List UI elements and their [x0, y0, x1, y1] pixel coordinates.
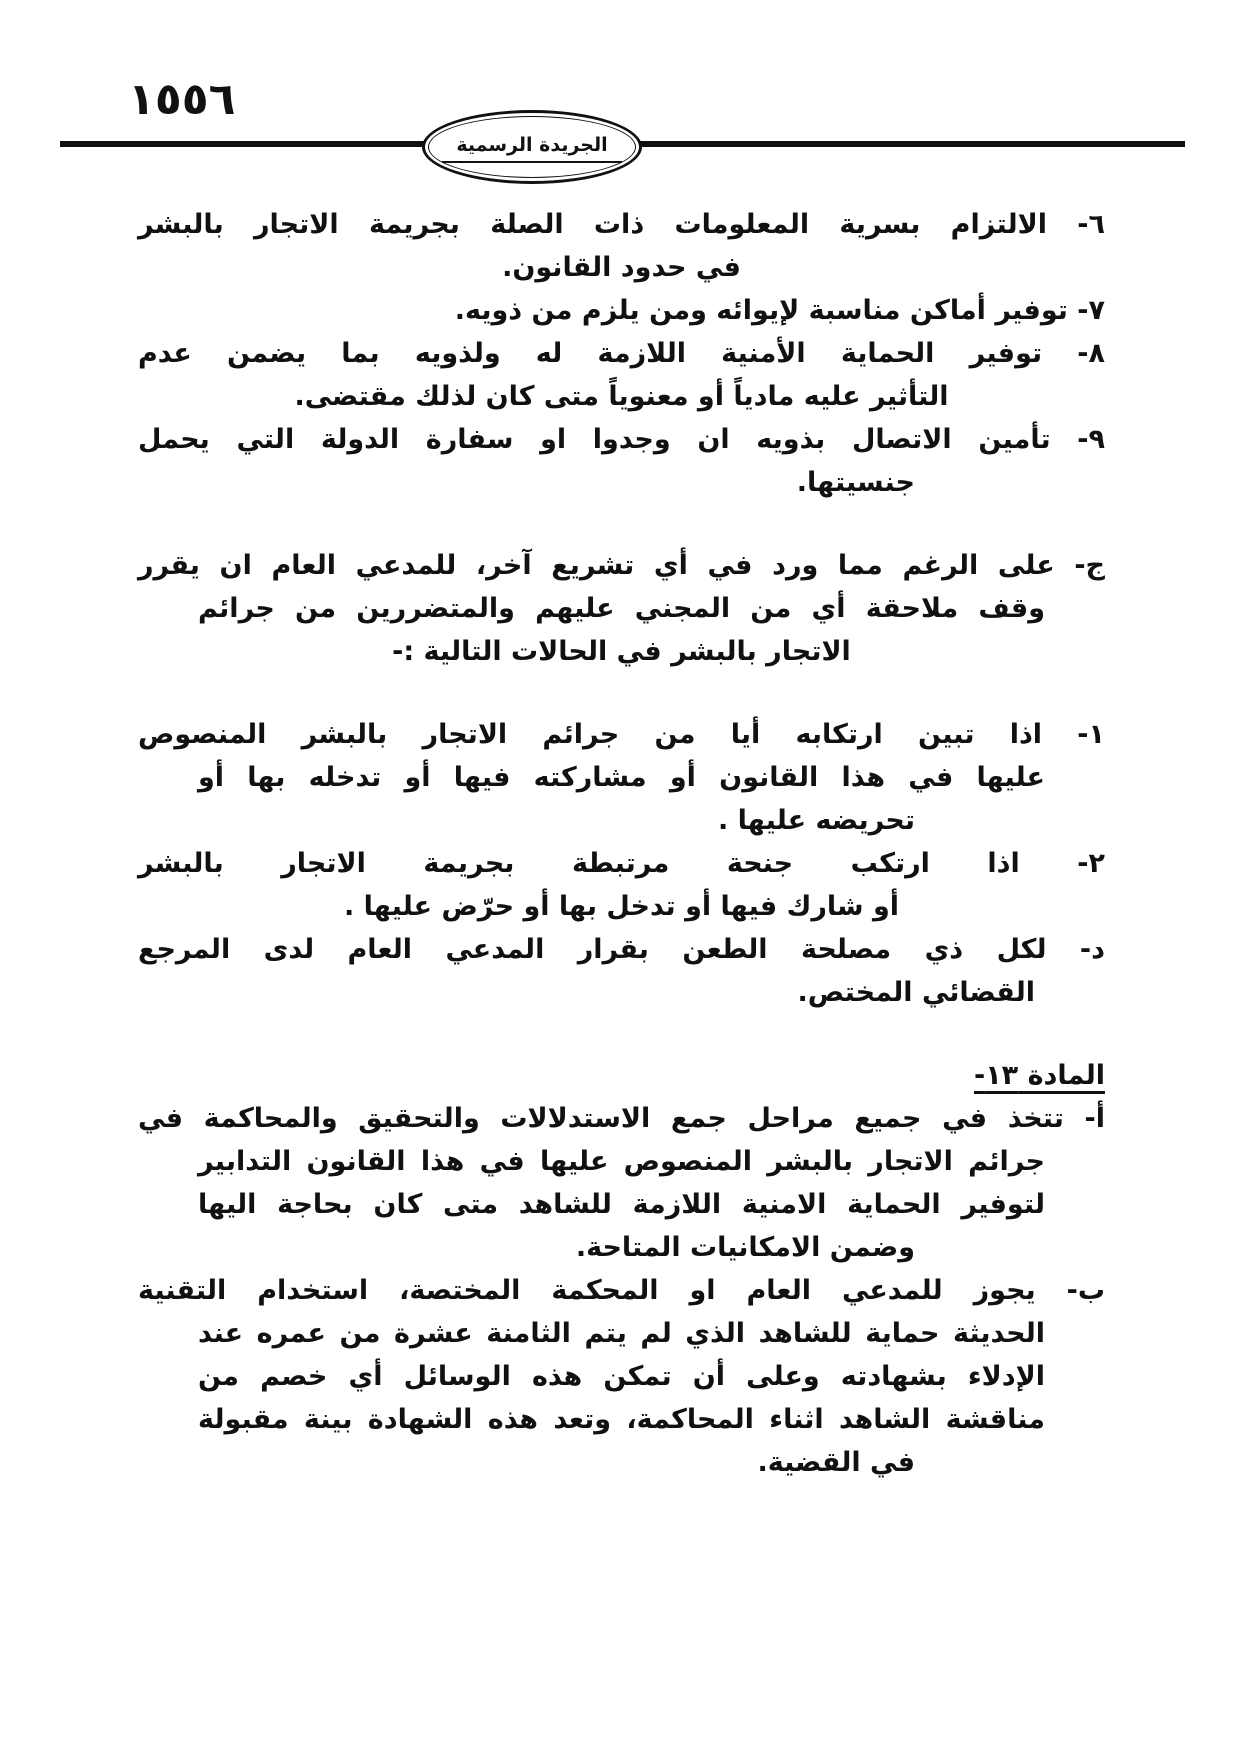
text-line: الإدلاء بشهادته وعلى أن تمكن هذه الوسائل أي خصم من — [198, 1361, 1045, 1392]
text-line: الحديثة حماية للشاهد الذي لم يتم الثامنة عشرة من عمره عند — [198, 1318, 1045, 1349]
text-line: ٢- اذا ارتكب جنحة مرتبطة بجريمة الاتجار بالبشر — [138, 848, 1105, 879]
text-line: عليها في هذا القانون أو مشاركته فيها أو تدخله بها أو — [198, 762, 1045, 793]
text-line: التأثير عليه مادياً أو معنوياً متى كان لذلك مقتضى. — [294, 381, 949, 412]
text-line: أو شارك فيها أو تدخل بها أو حرّض عليها . — [343, 891, 900, 922]
text-line: ب- يجوز للمدعي العام او المحكمة المختصة، استخدام التقنية — [138, 1275, 1105, 1306]
text-line: المادة ١٣- — [973, 1060, 1105, 1091]
text-line: ١- اذا تبين ارتكابه أيا من جرائم الاتجار بالبشر المنصوص — [138, 719, 1105, 750]
text-line: مناقشة الشاهد اثناء المحاكمة، وتعد هذه الشهادة بينة مقبولة — [198, 1404, 1045, 1435]
text-line: جرائم الاتجار بالبشر المنصوص عليها في هذا القانون التدابير — [198, 1146, 1045, 1177]
gazette-badge-label: الجريدة الرسمية — [442, 132, 621, 163]
text-line: الاتجار بالبشر في الحالات التالية :- — [392, 636, 851, 667]
text-line: وضمن الامكانيات المتاحة. — [575, 1232, 915, 1263]
text-line: ٨- توفير الحماية الأمنية اللازمة له ولذويه بما يضمن عدم — [138, 338, 1105, 369]
text-line: القضائي المختص. — [797, 977, 1035, 1008]
text-line: لتوفير الحماية الامنية اللازمة للشاهد متى كان بحاجة اليها — [198, 1189, 1045, 1220]
text-line: ج- على الرغم مما ورد في أي تشريع آخر، للمدعي العام ان يقرر — [138, 550, 1105, 581]
paragraph-spacer — [138, 673, 1105, 713]
text-line: جنسيتها. — [796, 467, 915, 498]
paragraph-spacer — [138, 504, 1105, 544]
text-line: ٦- الالتزام بسرية المعلومات ذات الصلة بجريمة الاتجار بالبشر — [138, 209, 1105, 240]
paragraph-spacer — [138, 1014, 1105, 1054]
gazette-badge — [422, 110, 642, 184]
text-line: تحريضه عليها . — [717, 805, 915, 836]
gazette-badge-inner-border — [428, 116, 636, 178]
text-line: في حدود القانون. — [502, 252, 741, 283]
text-line: أ- تتخذ في جميع مراحل جمع الاستدلالات والتحقيق والمحاكمة في — [138, 1103, 1105, 1134]
text-line: ٩- تأمين الاتصال بذويه ان وجدوا او سفارة الدولة التي يحمل — [138, 424, 1105, 455]
text-line: ٧- توفير أماكن مناسبة لإيوائه ومن يلزم من ذويه. — [454, 295, 1105, 326]
text-line: في القضية. — [757, 1447, 915, 1478]
text-line: د- لكل ذي مصلحة الطعن بقرار المدعي العام لدى المرجع — [138, 934, 1105, 965]
page-number: ١٥٥٦ — [128, 74, 236, 125]
document-body — [138, 203, 1105, 1484]
text-line: وقف ملاحقة أي من المجني عليهم والمتضررين من جرائم — [198, 593, 1045, 624]
